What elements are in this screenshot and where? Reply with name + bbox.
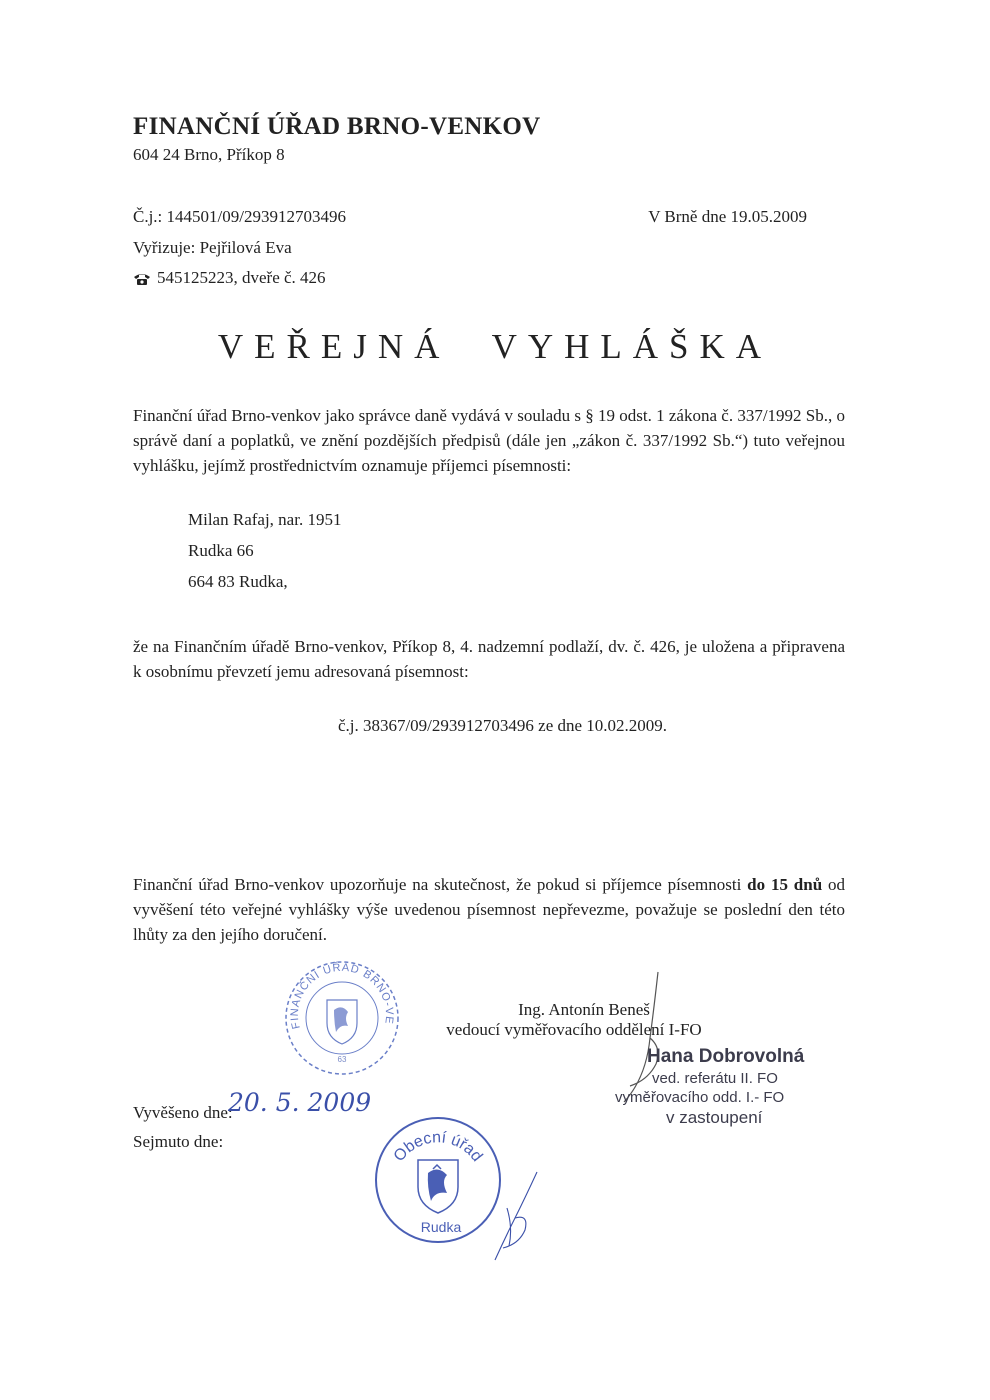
sub-signatory-capacity: v zastoupení (666, 1108, 763, 1127)
posted-label: Vyvěšeno dne: (133, 1103, 233, 1122)
signatory-role: vedoucí vyměřovacího oddělení I-FO (446, 1020, 702, 1039)
removed-label: Sejmuto dne: (133, 1132, 224, 1151)
telephone-icon (133, 271, 151, 285)
notice-text-2: od vyvěšení této veřejné vyhlášky výše uvedenou písemnost nepřevezme, považuje se poslední den této lhůty za den jejího doručení. (133, 875, 845, 944)
paragraph-intro: Finanční úřad Brno-venkov jako správce daně vydává v souladu s § 19 odst. 1 zákona č. 337/1992 Sb., o správě daní a poplatků, ve znění pozdějších předpisů (dále jen „zákon č. 337/1992 Sb.“) tuto veřejnou vyhlášku, jejímž prostřednictvím oznamuje příjemci písemnosti: (133, 406, 845, 475)
notice-deadline: do 15 dnů (747, 875, 823, 894)
notice-text-1: Finanční úřad Brno-venkov upozorňuje na skutečnost, že pokud si příjemce písemnosti (133, 875, 748, 894)
document-reference: č.j. 38367/09/293912703496 ze dne 10.02.2009. (337, 716, 668, 735)
office-stamp-number: 63 (337, 1055, 347, 1064)
signatory-name: Ing. Antonín Beneš (518, 1000, 650, 1019)
sub-signatory-dept: vyměřovacího odd. I.- FO (615, 1089, 785, 1106)
signature-scribble (610, 968, 690, 1108)
municipality-stamp-top: Obecní úřad (390, 1129, 486, 1166)
municipality-signature (485, 1168, 545, 1268)
issue-date: V Brně dne 19.05.2009 (648, 207, 807, 226)
handler: Vyřizuje: Pejřilová Eva (133, 238, 292, 257)
office-stamp-text: FINANČNÍ ÚŘAD BRNO-VENKOV (277, 949, 396, 1031)
reference-number: Č.j.: 144501/09/293912703496 (133, 207, 346, 226)
document-title: VEŘEJNÁ VYHLÁŠKA (217, 327, 773, 366)
recipient-street: Rudka 66 (188, 541, 254, 560)
paragraph-deposit: že na Finančním úřadě Brno-venkov, Příkop 8, 4. nadzemní podlaží, dv. č. 426, je uložena a připravena k osobnímu převzetí jemu adresovaná písemnost: (133, 637, 845, 681)
posted-date-handwritten: 20. 5. 2009 (228, 1088, 372, 1117)
sub-signatory-name: Hana Dobrovolná (647, 1046, 805, 1067)
office-address: 604 24 Brno, Příkop 8 (133, 145, 285, 164)
municipality-stamp-bottom: Rudka (420, 1219, 462, 1235)
office-name: FINANČNÍ ÚŘAD BRNO-VENKOV (133, 113, 541, 140)
municipality-stamp (373, 1115, 503, 1245)
paragraph-notice (133, 872, 845, 947)
phone-line (133, 268, 326, 288)
recipient-city: 664 83 Rudka, (188, 572, 288, 591)
phone-text: 545125223, dveře č. 426 (157, 268, 326, 287)
sub-signatory-role: ved. referátu II. FO (652, 1070, 778, 1087)
recipient-name: Milan Rafaj, nar. 1951 (188, 510, 342, 529)
